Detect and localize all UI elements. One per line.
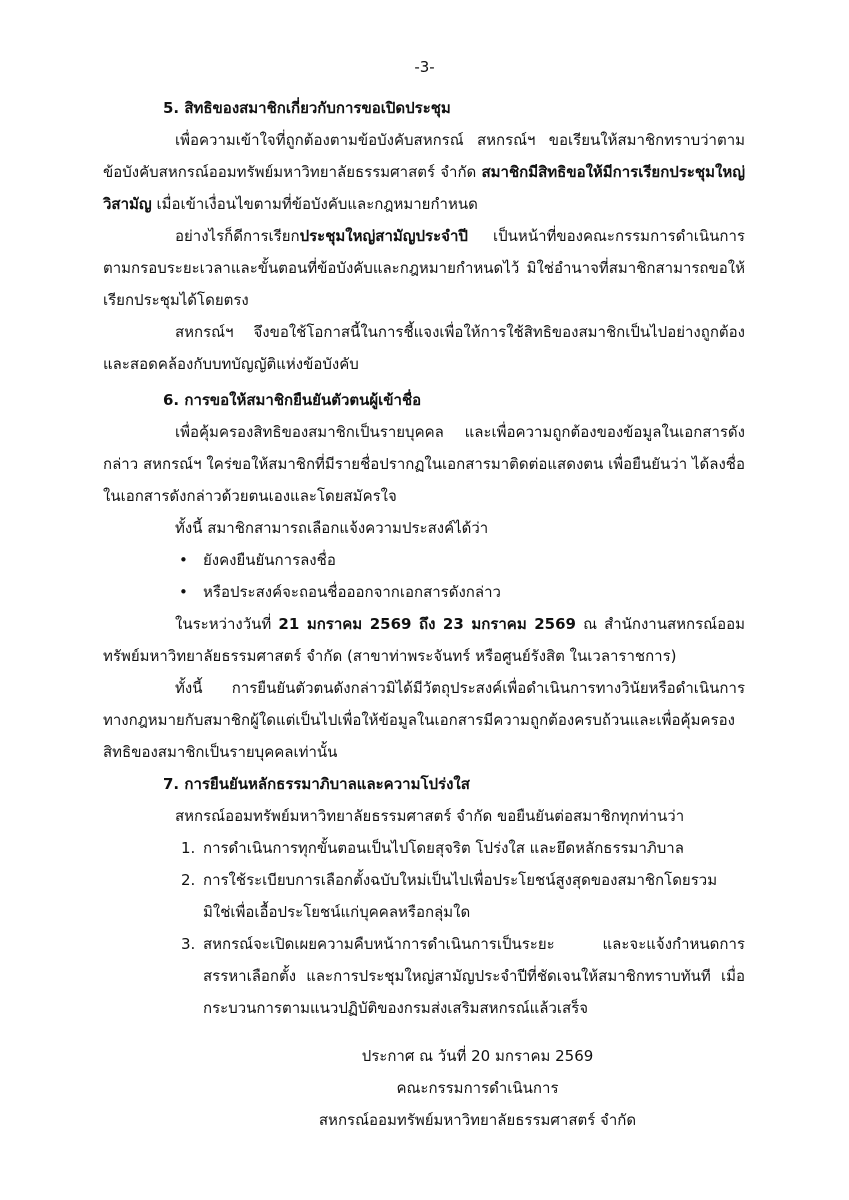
section-6-paragraph-3 <box>103 608 745 672</box>
bullet-item: • ยังคงยืนยันการลงชื่อ <box>179 544 745 576</box>
s5-p1-text-a: เพื่อความเข้าใจที่ถูกต้องตามข้อบังคับสหกรณ์ สหกรณ์ฯ ขอเรียนให้สมาชิกทราบว่าตามข้อบังคับสหกรณ์ออมทรัพย์มหาวิทยาลัยธรรมศาสตร์ จำกัด <box>103 131 745 181</box>
item-text: การใช้ระเบียบการเลือกตั้งฉบับใหม่เป็นไปเพื่อประโยชน์สูงสุดของสมาชิกโดยรวม มิใช่เพื่อเอื้อประโยชน์แก่บุคคลหรือกลุ่มใด <box>203 871 718 921</box>
s6-p3-text-a: ในระหว่างวันที่ <box>175 615 279 633</box>
section-6-heading: 6. การขอให้สมาชิกยืนยันตัวตนผู้เข้าชื่อ <box>163 391 422 409</box>
item-number: 2. <box>181 871 196 889</box>
numbered-item <box>181 832 745 864</box>
section-6-paragraph-1: เพื่อคุ้มครองสิทธิของสมาชิกเป็นรายบุคคล และเพื่อความถูกต้องของข้อมูลในเอกสารดังกล่าว สหกรณ์ฯ ใคร่ขอให้สมาชิกที่มีรายชื่อปรากฏในเอกสารมาติดต่อแสดงตน เพื่อยืนยันว่า ได้ลงชื่อในเอกสารดังกล่าวด้วยตนเองและโดยสมัครใจ <box>103 423 745 505</box>
committee-name: คณะกรรมการดำเนินการ <box>396 1079 559 1097</box>
announcement-date: ประกาศ ณ วันที่ 20 มกราคม 2569 <box>361 1047 594 1065</box>
item-number: 3. <box>181 935 196 953</box>
section-5-paragraph-2 <box>103 220 745 316</box>
section-7-numbered-list <box>103 832 745 1024</box>
item-text: การดำเนินการทุกขั้นตอนเป็นไปโดยสุจริต โปร่งใส และยึดหลักธรรมาภิบาล <box>203 839 684 857</box>
section-7-heading: 7. การยืนยันหลักธรรมาภิบาลและความโปร่งใส <box>163 775 470 793</box>
section-7-paragraph-1: สหกรณ์ออมทรัพย์มหาวิทยาลัยธรรมศาสตร์ จำกัด ขอยืนยันต่อสมาชิกทุกท่านว่า <box>175 807 685 825</box>
section-6-paragraph-4: ทั้งนี้ การยืนยันตัวตนดังกล่าวมิได้มีวัตถุประสงค์เพื่อดำเนินการทางวินัยหรือดำเนินการทางกฎหมายกับสมาชิกผู้ใดแต่เป็นไปเพื่อให้ข้อมูลในเอกสารมีความถูกต้องครบถ้วนและเพื่อคุ้มครองสิทธิของสมาชิกเป็นรายบุคคลเท่านั้น <box>103 679 745 761</box>
numbered-item <box>181 928 745 1024</box>
s5-p2-text-a: อย่างไรก็ดีการเรียก <box>175 227 300 245</box>
document-body <box>103 92 745 1024</box>
s6-p3-date-range: 21 มกราคม 2569 ถึง 23 มกราคม 2569 <box>278 615 576 633</box>
bullet-item: • หรือประสงค์จะถอนชื่อออกจากเอกสารดังกล่าว <box>179 576 745 608</box>
section-5-heading: 5. สิทธิของสมาชิกเกี่ยวกับการขอเปิดประชุม <box>163 99 451 117</box>
item-text: สหกรณ์จะเปิดเผยความคืบหน้าการดำเนินการเป็นระยะ และจะแจ้งกำหนดการสรรหาเลือกตั้ง และการประชุมใหญ่สามัญประจำปีที่ชัดเจนให้สมาชิกทราบทันที เมื่อกระบวนการตามแนวปฏิบัติของกรมส่งเสริมสหกรณ์แล้วเสร็จ <box>203 935 745 1017</box>
page-number: -3- <box>414 58 435 76</box>
numbered-item <box>181 864 745 928</box>
s5-p2-text-b: เป็นหน้าที่ของคณะกรรมการดำเนินการตามกรอบระยะเวลาและขั้นตอนที่ข้อบังคับและกฎหมายกำหนดไว้ มิใช่อำนาจที่สมาชิกสามารถขอให้เรียกประชุมได้โดยตรง <box>103 227 745 309</box>
section-5-paragraph-1 <box>103 124 745 220</box>
s5-p2-bold: ประชุมใหญ่สามัญประจำปี <box>299 227 468 245</box>
organization-name: สหกรณ์ออมทรัพย์มหาวิทยาลัยธรรมศาสตร์ จำกัด <box>318 1111 637 1129</box>
s5-p1-text-b: เมื่อเข้าเงื่อนไขตามที่ข้อบังคับและกฎหมายกำหนด <box>151 195 478 213</box>
s5-p1-bold: สมาชิกมีสิทธิขอให้มีการเรียกประชุมใหญ่วิสามัญ <box>103 163 745 213</box>
signature-block <box>0 1040 849 1136</box>
s6-p3-text-b: ณ สำนักงานสหกรณ์ออมทรัพย์มหาวิทยาลัยธรรมศาสตร์ จำกัด (สาขาท่าพระจันทร์ หรือศูนย์รังสิต ในเวลาราชการ) <box>103 615 745 665</box>
section-6-paragraph-2: ทั้งนี้ สมาชิกสามารถเลือกแจ้งความประสงค์ได้ว่า <box>175 519 489 537</box>
section-5-paragraph-3: สหกรณ์ฯ จึงขอใช้โอกาสนี้ในการชี้แจงเพื่อให้การใช้สิทธิของสมาชิกเป็นไปอย่างถูกต้อง และสอดคล้องกับบทบัญญัติแห่งข้อบังคับ <box>103 323 745 373</box>
section-6-bullet-list <box>103 544 745 608</box>
item-number: 1. <box>181 839 196 857</box>
